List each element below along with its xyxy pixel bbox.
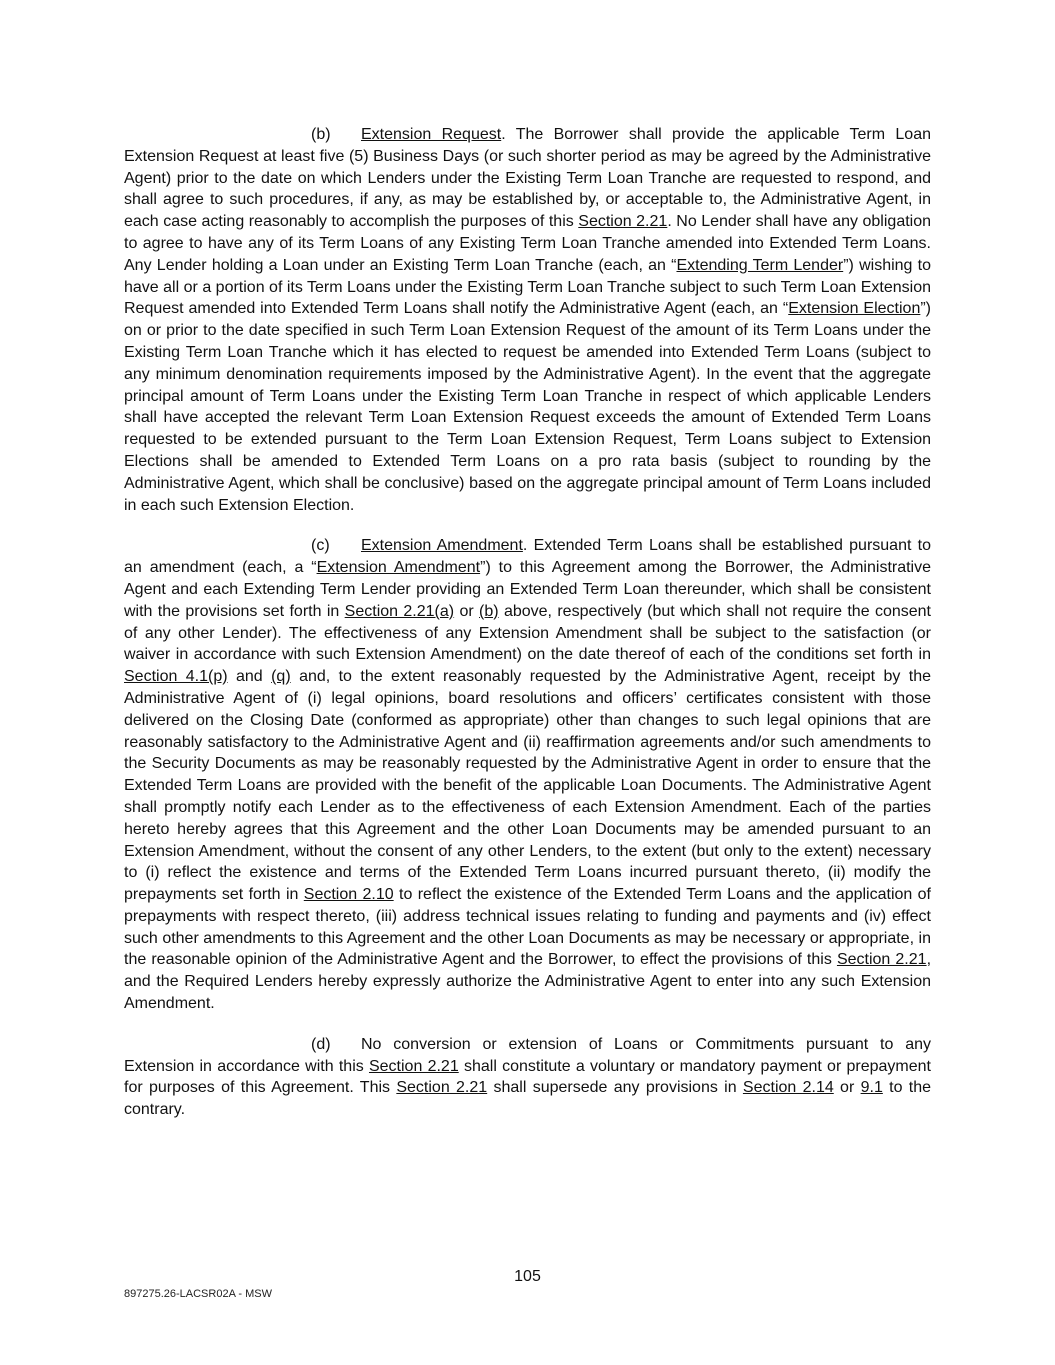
body-text: and, to the extent reasonably requested by the Administrative Agent, receipt by the Administrative Agent of (i) legal opinions, board resolutions and officers’ certificates consistent with those delivered on the Closing Date (conformed as appropriate) other than changes to such legal opinions that are reasonably satisfactory to the Administrative Agent and (ii) reaffirmation agreements and/or such amendments to the Security Documents as may be reasonably requested by the Administrative Agent in order to ensure that the Extended Term Loans are provided with the benefit of the applicable Loan Documents. The Administrative Agent shall promptly notify each Lender as to the effectiveness of each Extension Amendment. Each of the parties hereto hereby agrees that this Agreement and the other Loan Documents may be amended pursuant to an Extension Amendment, without the consent of any other Lenders, to the extent (but only to the extent) necessary to (i) reflect the existence and terms of the Extended Term Loans incurred pursuant thereto, (ii) modify the prepayments set forth in <box>124 668 931 904</box>
body-text: above, respectively (but which shall not require the consent of any other Lender). The effectiveness of any Extension Amendment shall be subject to the satisfaction (or waiver in accordance with such Extension Amendment) on the date thereof of each of the conditions set forth in <box>124 602 932 664</box>
body-text: shall constitute a voluntary or mandatory payment or prepayment for purposes of this Agreement. This <box>124 1057 932 1097</box>
cross-reference: Extending Term Lender <box>676 256 844 274</box>
cross-reference: Extension Election <box>788 300 921 318</box>
body-text: and <box>227 668 272 686</box>
body-text: or <box>454 602 480 620</box>
document-footer-id: 897275.26-LACSR02A - MSW <box>124 1288 272 1300</box>
body-text: . The Borrower shall provide the applicable Term Loan Extension Request at least five (5) Business Days (or such shorter period as may be agreed by the Administrative Agent) prior to the date on which Lenders under the Existing Term Loan Tranche are requested to respond, and shall agree to such procedures, if any, as may be established by, or acceptable to, the Administrative Agent, in each case acting reasonably to accomplish the purposes of this <box>124 126 932 231</box>
cross-reference: Section 2.14 <box>742 1079 834 1097</box>
body-text: shall supersede any provisions in <box>487 1079 743 1097</box>
body-text: ”) to this Agreement among the Borrower, the Administrative Agent and each Extending Term Lender providing an Extended Term Loan thereunder, which shall be consistent with the provisions set forth in <box>124 559 932 620</box>
cross-reference: Section 2.21 <box>396 1079 488 1097</box>
cross-reference: Extension Request <box>361 126 502 143</box>
cross-reference: Section 2.10 <box>303 886 394 904</box>
cross-reference: Section 2.21 <box>836 951 927 969</box>
body-text: ”) on or prior to the date specified in such Term Loan Extension Request of the amount of its Term Loans under the Existing Term Loan Tranche which it has elected to request be amended into Extended Term Loans (subject to any minimum denomination requirements imposed by the Administrative Agent). In the event that the aggregate principal amount of Term Loans under the Existing Term Loan Tranche in respect of which applicable Lenders shall have accepted the relevant Term Loan Extension Request exceeds the amount of Extended Term Loans requested to be extended pursuant to the Term Loan Extension Request, Term Loans subject to Extension Elections shall be amended to Extended Term Loans on a pro rata basis (subject to rounding by the Administrative Agent, which shall be conclusive) based on the aggregate principal amount of Term Loans included in each such Extension Election. <box>124 300 931 514</box>
body-text: or <box>833 1079 861 1097</box>
cross-reference: 9.1 <box>860 1079 883 1097</box>
paragraph-text <box>124 1034 931 1121</box>
paragraph-text <box>124 535 931 1015</box>
paragraph-label: (d) <box>311 1035 331 1053</box>
cross-reference: Section 2.21(a) <box>344 602 455 620</box>
body-text: . No Lender shall have any obligation to agree to have any of its Term Loans of any Existing Term Loan Tranche amended into Extended Term Loans. Any Lender holding a Loan under an Existing Term Loan Tranche (each, an “ <box>124 213 932 274</box>
body-text: No conversion or extension of Loans or Commitments pursuant to any Extension in accordance with this <box>124 1035 931 1075</box>
body-text: to the contrary. <box>124 1079 932 1119</box>
paragraph-label: (b) <box>311 126 331 143</box>
body-text: , and the Required Lenders hereby expressly authorize the Administrative Agent to enter into any such Extension Amendment. <box>124 951 932 1013</box>
paragraph-c <box>124 535 931 1015</box>
page-number: 105 <box>514 1268 541 1285</box>
document-body <box>124 124 931 1140</box>
cross-reference: Extension Amendment <box>361 537 523 555</box>
cross-reference: Section 2.21 <box>578 213 668 231</box>
paragraph-text <box>124 124 931 516</box>
cross-reference: (q) <box>271 668 291 686</box>
cross-reference: (b) <box>479 602 499 620</box>
cross-reference: Section 2.21 <box>368 1057 459 1075</box>
paragraph-d <box>124 1034 931 1121</box>
body-text: . Extended Term Loans shall be established pursuant to an amendment (each, a “ <box>124 537 931 577</box>
cross-reference: Extension Amendment <box>316 559 481 577</box>
body-text: ”) wishing to have all or a portion of its Term Loans under the Existing Term Loan Tranche subject to such Term Loan Extension Request amended into Extended Term Loans shall notify the Administrative Agent (each, an “ <box>124 256 932 318</box>
paragraph-b <box>124 124 931 516</box>
paragraph-label: (c) <box>311 537 330 555</box>
cross-reference: Section 4.1(p) <box>124 668 228 686</box>
body-text: to reflect the existence of the Extended Term Loans and the application of prepayments with respect thereto, (iii) address technical issues relating to funding and payments and (iv) effect such other amendments to this Agreement and the other Loan Documents as may be necessary or appropriate, in the reasonable opinion of the Administrative Agent and the Borrower, to effect the provisions of this <box>124 886 932 969</box>
